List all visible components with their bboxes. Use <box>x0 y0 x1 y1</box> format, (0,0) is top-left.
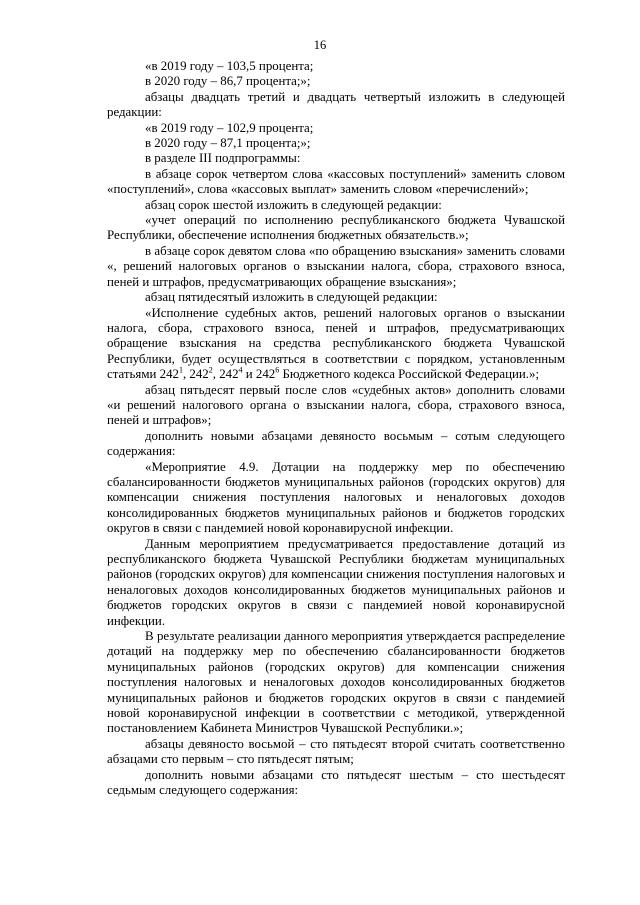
paragraph: в разделе III подпрограммы: <box>145 151 301 166</box>
paragraph: «Мероприятие 4.9. Дотации на поддержку мер по обеспечению сбалансированности бюджетов муниципальных районов (городских округов) для компенсации снижения поступления налоговых и неналоговых доходов консолидированных бюджетов муниципальных районов и бюджетов городских округов в связи с пандемией новой коронавирусной инфекции. <box>107 459 565 536</box>
paragraph-with-superscripts <box>107 306 565 383</box>
page-number: 16 <box>313 38 327 52</box>
paragraph: абзац пятьдесят первый после слов «судебных актов» дополнить словами «и решений налогового органа о взыскании налога, сбора, страхового взноса, пеней и штрафов»; <box>107 382 565 428</box>
text-run: и 242 <box>242 367 276 382</box>
paragraph: Данным мероприятием предусматривается предоставление дотаций из республиканского бюджета Чувашской Республики бюджетам муниципальных районов (городских округов) для компенсации снижения поступления налоговых и неналоговых доходов консолидированных бюджетов муниципальных районов и бюджетов городских округов в связи с пандемией новой коронавирусной инфекции. <box>107 536 565 628</box>
paragraph: «в 2019 году – 103,5 процента; <box>145 59 314 73</box>
paragraph: «учет операций по исполнению республиканского бюджета Чувашской Республики, обеспечение исполнения бюджетных обязательств.»; <box>107 213 565 243</box>
superscript: 1 <box>178 365 183 375</box>
paragraph: дополнить новыми абзацами сто пятьдесят шестым – сто шестьдесят седьмым следующего содержания: <box>107 767 565 798</box>
paragraph: «в 2019 году – 102,9 процента; <box>145 120 314 135</box>
text-run: , 242 <box>212 367 239 382</box>
paragraph: абзацы двадцать третий и двадцать четвертый изложить в следующей редакции: <box>107 89 565 120</box>
paragraph: в 2020 году – 86,7 процента;»; <box>145 74 311 89</box>
paragraph: в абзаце сорок четвертом слова «кассовых поступлений» заменить словом «поступлений», слова «кассовых выплат» заменить словом «перечислений»; <box>107 166 565 197</box>
paragraph: в абзаце сорок девятом слова «по обращению взыскания» заменить словами «, решений налоговых органов о взыскании налога, сбора, страхового взноса, пеней и штрафов, предусматривающих обращение взыскания»; <box>107 243 565 289</box>
paragraph: абзац сорок шестой изложить в следующей редакции: <box>145 197 442 212</box>
text-run: , 242 <box>182 367 209 382</box>
superscript: 6 <box>275 365 280 375</box>
text-run: «Исполнение судебных актов, решений налоговых органов о взыскании налога, сбора, страхового взноса, пеней и штрафов, предусматривающих обращение взыскания на средства республиканского бюджета Чувашской Республики, будет осуществляться в соответствии с порядком, установленным статьями 242 <box>107 305 565 382</box>
document-body <box>107 59 565 799</box>
paragraph: В результате реализации данного мероприятия утверждается распределение дотаций на поддержку мер по обеспечению сбалансированности бюджетов муниципальных районов (городских округов) для компенсации снижения поступления налоговых и неналоговых доходов консолидированных бюджетов муниципальных районов и бюджетов городских округов в связи с пандемией новой коронавирусной инфекции в соответствии с методикой, утвержденной постановлением Кабинета Министров Чувашской Республики.»; <box>107 629 565 736</box>
superscript: 2 <box>208 365 213 375</box>
text-run: Бюджетного кодекса Российской Федерации.»; <box>279 367 540 382</box>
superscript: 4 <box>238 365 243 375</box>
paragraph: дополнить новыми абзацами девяносто восьмым – сотым следующего содержания: <box>107 428 565 459</box>
paragraph: в 2020 году – 87,1 процента;»; <box>145 136 311 151</box>
paragraph: абзацы девяносто восьмой – сто пятьдесят второй считать соответственно абзацами сто первым – сто пятьдесят пятым; <box>107 736 565 767</box>
paragraph: абзац пятидесятый изложить в следующей редакции: <box>145 290 438 305</box>
